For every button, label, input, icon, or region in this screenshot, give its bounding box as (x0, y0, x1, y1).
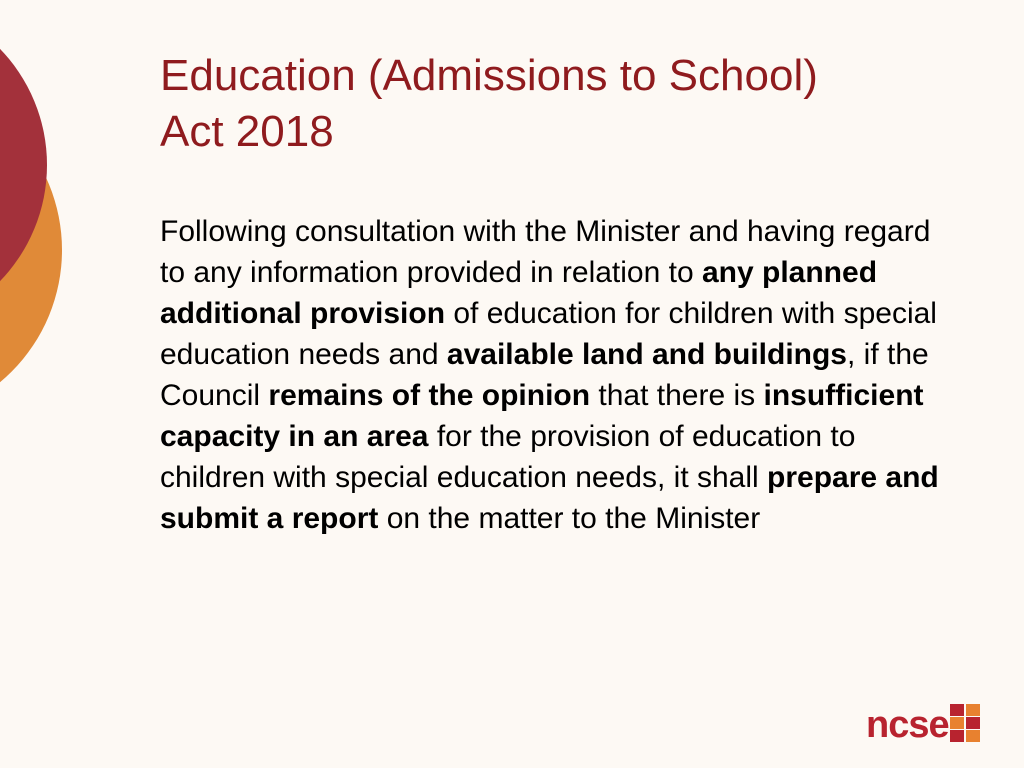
body-text-segment: of education for children with special education needs and (160, 297, 937, 371)
body-paragraph (160, 211, 960, 539)
ncse-logo (866, 704, 980, 744)
logo-text: ncse (866, 704, 949, 746)
emphasis-text: remains of the opinion (268, 379, 591, 412)
ncse-grid-logo-mark-icon (950, 704, 980, 742)
decorative-circles (0, 0, 80, 420)
emphasis-text: insufficient capacity in an area (160, 379, 924, 453)
emphasis-text: any planned additional provision (160, 256, 878, 330)
body-text-segment: for the provision of education to children with special education needs, it shall (160, 420, 856, 494)
body-text-segment: on the matter to the Minister (378, 502, 761, 535)
title-line-2: Act 2018 (160, 107, 334, 156)
emphasis-text: available land and buildings (446, 338, 847, 371)
title-line-1: Education (Admissions to School) (160, 51, 818, 100)
emphasis-text: prepare and submit a report (160, 461, 939, 535)
slide-title (160, 48, 980, 160)
body-text-segment: that there is (590, 379, 764, 412)
body-text-segment: , if the Council (160, 338, 929, 412)
body-text-segment: Following consultation with the Minister and having regard to any information provided in relation to (160, 215, 931, 289)
